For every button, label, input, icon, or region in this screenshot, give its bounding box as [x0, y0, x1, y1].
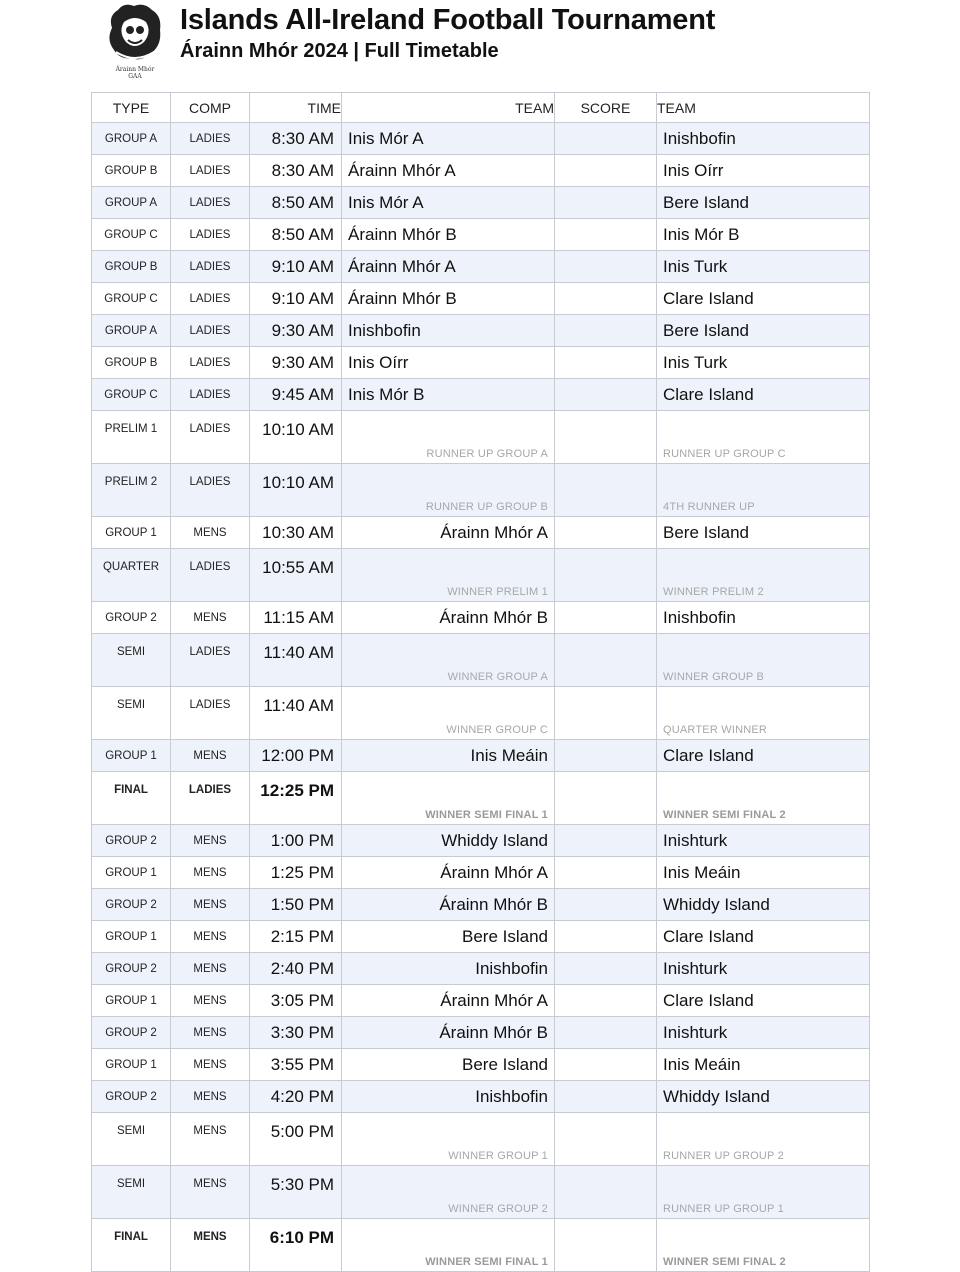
- match-time: 9:10 AM: [250, 283, 342, 315]
- score: [555, 1017, 657, 1049]
- home-team: Árainn Mhór A: [342, 251, 555, 283]
- match-time: 6:10 PM: [250, 1219, 342, 1272]
- home-team: Inis Meáin: [342, 740, 555, 772]
- home-team: Inishbofin: [342, 953, 555, 985]
- competition: LADIES: [171, 187, 250, 219]
- home-team: Inishbofin: [342, 1081, 555, 1113]
- home-team: Árainn Mhór B: [342, 219, 555, 251]
- competition: LADIES: [171, 772, 250, 825]
- competition: LADIES: [171, 315, 250, 347]
- home-team: Inis Oírr: [342, 347, 555, 379]
- score: [555, 1166, 657, 1219]
- match-type: GROUP 1: [92, 517, 171, 549]
- match-time: 11:15 AM: [250, 602, 342, 634]
- home-team: WINNER GROUP 1: [342, 1113, 555, 1166]
- table-row: [92, 517, 870, 549]
- score: [555, 123, 657, 155]
- match-time: 10:30 AM: [250, 517, 342, 549]
- competition: MENS: [171, 1049, 250, 1081]
- match-time: 8:50 AM: [250, 219, 342, 251]
- away-team: Inishbofin: [657, 602, 870, 634]
- score: [555, 857, 657, 889]
- score: [555, 464, 657, 517]
- match-type: GROUP B: [92, 347, 171, 379]
- competition: MENS: [171, 857, 250, 889]
- away-team: WINNER SEMI FINAL 2: [657, 772, 870, 825]
- match-time: 5:30 PM: [250, 1166, 342, 1219]
- competition: MENS: [171, 953, 250, 985]
- competition: LADIES: [171, 379, 250, 411]
- match-type: GROUP 1: [92, 985, 171, 1017]
- away-team: Clare Island: [657, 740, 870, 772]
- home-team: Bere Island: [342, 921, 555, 953]
- score: [555, 1219, 657, 1272]
- match-type: GROUP 2: [92, 602, 171, 634]
- competition: MENS: [171, 602, 250, 634]
- score: [555, 602, 657, 634]
- competition: MENS: [171, 1166, 250, 1219]
- match-type: SEMI: [92, 1113, 171, 1166]
- crest-caption: Árainn Mhór: [115, 66, 155, 73]
- table-row: [92, 283, 870, 315]
- match-time: 12:00 PM: [250, 740, 342, 772]
- score: [555, 825, 657, 857]
- match-type: QUARTER: [92, 549, 171, 602]
- away-team: Inishturk: [657, 825, 870, 857]
- crest-caption-gaa: GAA: [128, 73, 142, 80]
- table-row: [92, 825, 870, 857]
- match-type: GROUP 1: [92, 740, 171, 772]
- away-team: Inis Meáin: [657, 1049, 870, 1081]
- score: [555, 219, 657, 251]
- match-type: GROUP 1: [92, 921, 171, 953]
- match-type: SEMI: [92, 687, 171, 740]
- score: [555, 187, 657, 219]
- competition: MENS: [171, 1081, 250, 1113]
- match-time: 2:15 PM: [250, 921, 342, 953]
- home-team: Árainn Mhór B: [342, 889, 555, 921]
- home-team: RUNNER UP GROUP B: [342, 464, 555, 517]
- match-type: GROUP A: [92, 187, 171, 219]
- table-row: [92, 921, 870, 953]
- match-type: PRELIM 1: [92, 411, 171, 464]
- match-type: GROUP A: [92, 123, 171, 155]
- match-type: GROUP B: [92, 251, 171, 283]
- score: [555, 155, 657, 187]
- away-team: 4TH RUNNER UP: [657, 464, 870, 517]
- away-team: WINNER SEMI FINAL 2: [657, 1219, 870, 1272]
- score: [555, 1113, 657, 1166]
- competition: LADIES: [171, 687, 250, 740]
- score: [555, 517, 657, 549]
- table-row: [92, 857, 870, 889]
- competition: MENS: [171, 985, 250, 1017]
- home-team: Whiddy Island: [342, 825, 555, 857]
- match-type: GROUP 2: [92, 825, 171, 857]
- match-type: GROUP 2: [92, 889, 171, 921]
- away-team: Clare Island: [657, 985, 870, 1017]
- match-type: PRELIM 2: [92, 464, 171, 517]
- match-type: GROUP C: [92, 283, 171, 315]
- home-team: WINNER GROUP A: [342, 634, 555, 687]
- away-team: Clare Island: [657, 921, 870, 953]
- table-row: [92, 464, 870, 517]
- table-row: [92, 549, 870, 602]
- competition: LADIES: [171, 123, 250, 155]
- away-team: Clare Island: [657, 283, 870, 315]
- table-row: [92, 1219, 870, 1272]
- score: [555, 379, 657, 411]
- score: [555, 283, 657, 315]
- match-time: 3:30 PM: [250, 1017, 342, 1049]
- table-row: [92, 602, 870, 634]
- match-time: 1:25 PM: [250, 857, 342, 889]
- away-team: RUNNER UP GROUP C: [657, 411, 870, 464]
- competition: LADIES: [171, 634, 250, 687]
- table-row: [92, 411, 870, 464]
- header-time: TIME: [250, 93, 342, 123]
- table-row: [92, 155, 870, 187]
- header-team-home: TEAM: [342, 93, 555, 123]
- home-team: Bere Island: [342, 1049, 555, 1081]
- match-type: GROUP 2: [92, 1081, 171, 1113]
- table-row: [92, 1081, 870, 1113]
- home-team: WINNER GROUP C: [342, 687, 555, 740]
- table-row: [92, 347, 870, 379]
- home-team: Inis Mór A: [342, 123, 555, 155]
- competition: LADIES: [171, 283, 250, 315]
- competition: LADIES: [171, 411, 250, 464]
- competition: LADIES: [171, 251, 250, 283]
- home-team: Árainn Mhór B: [342, 1017, 555, 1049]
- match-time: 1:50 PM: [250, 889, 342, 921]
- table-row: [92, 219, 870, 251]
- away-team: QUARTER WINNER: [657, 687, 870, 740]
- match-time: 5:00 PM: [250, 1113, 342, 1166]
- score: [555, 1081, 657, 1113]
- table-row: [92, 1166, 870, 1219]
- match-type: GROUP 2: [92, 953, 171, 985]
- away-team: WINNER PRELIM 2: [657, 549, 870, 602]
- table-row: [92, 772, 870, 825]
- competition: MENS: [171, 1017, 250, 1049]
- table-header-row: [92, 93, 870, 123]
- match-time: 9:45 AM: [250, 379, 342, 411]
- table-row: [92, 634, 870, 687]
- match-time: 11:40 AM: [250, 634, 342, 687]
- match-type: GROUP 2: [92, 1017, 171, 1049]
- score: [555, 251, 657, 283]
- table-row: [92, 1049, 870, 1081]
- away-team: Inis Oírr: [657, 155, 870, 187]
- competition: MENS: [171, 921, 250, 953]
- match-time: 8:50 AM: [250, 187, 342, 219]
- timetable-body: [92, 123, 870, 1272]
- table-row: [92, 1017, 870, 1049]
- away-team: WINNER GROUP B: [657, 634, 870, 687]
- match-type: FINAL: [92, 1219, 171, 1272]
- match-time: 3:55 PM: [250, 1049, 342, 1081]
- away-team: RUNNER UP GROUP 1: [657, 1166, 870, 1219]
- home-team: WINNER PRELIM 1: [342, 549, 555, 602]
- competition: MENS: [171, 517, 250, 549]
- score: [555, 347, 657, 379]
- competition: MENS: [171, 825, 250, 857]
- match-type: SEMI: [92, 634, 171, 687]
- score: [555, 921, 657, 953]
- match-time: 4:20 PM: [250, 1081, 342, 1113]
- away-team: Inis Turk: [657, 347, 870, 379]
- away-team: Inis Meáin: [657, 857, 870, 889]
- score: [555, 772, 657, 825]
- match-time: 12:25 PM: [250, 772, 342, 825]
- home-team: WINNER SEMI FINAL 1: [342, 1219, 555, 1272]
- header-comp: COMP: [171, 93, 250, 123]
- competition: MENS: [171, 1113, 250, 1166]
- match-time: 8:30 AM: [250, 123, 342, 155]
- match-time: 2:40 PM: [250, 953, 342, 985]
- match-type: GROUP 1: [92, 857, 171, 889]
- page-subtitle: Árainn Mhór 2024 | Full Timetable: [180, 40, 499, 62]
- match-time: 3:05 PM: [250, 985, 342, 1017]
- table-row: [92, 379, 870, 411]
- match-time: 9:30 AM: [250, 347, 342, 379]
- match-type: GROUP 1: [92, 1049, 171, 1081]
- competition: MENS: [171, 740, 250, 772]
- page-title: Islands All-Ireland Football Tournament: [180, 4, 716, 36]
- table-row: [92, 985, 870, 1017]
- match-type: SEMI: [92, 1166, 171, 1219]
- table-row: [92, 187, 870, 219]
- match-time: 8:30 AM: [250, 155, 342, 187]
- table-row: [92, 953, 870, 985]
- away-team: Inis Mór B: [657, 219, 870, 251]
- score: [555, 687, 657, 740]
- competition: LADIES: [171, 347, 250, 379]
- header-type: TYPE: [92, 93, 171, 123]
- score: [555, 889, 657, 921]
- score: [555, 634, 657, 687]
- home-team: Árainn Mhór A: [342, 985, 555, 1017]
- crest-icon: [104, 2, 166, 64]
- header-score: SCORE: [555, 93, 657, 123]
- competition: LADIES: [171, 219, 250, 251]
- away-team: Inishturk: [657, 1017, 870, 1049]
- header-team-away: TEAM: [657, 93, 870, 123]
- away-team: Whiddy Island: [657, 889, 870, 921]
- score: [555, 1049, 657, 1081]
- table-row: [92, 1113, 870, 1166]
- match-time: 9:30 AM: [250, 315, 342, 347]
- table-row: [92, 251, 870, 283]
- match-type: GROUP B: [92, 155, 171, 187]
- home-team: WINNER SEMI FINAL 1: [342, 772, 555, 825]
- table-row: [92, 740, 870, 772]
- competition: MENS: [171, 1219, 250, 1272]
- away-team: Bere Island: [657, 315, 870, 347]
- score: [555, 953, 657, 985]
- home-team: Inishbofin: [342, 315, 555, 347]
- match-type: GROUP A: [92, 315, 171, 347]
- away-team: Clare Island: [657, 379, 870, 411]
- competition: MENS: [171, 889, 250, 921]
- match-time: 1:00 PM: [250, 825, 342, 857]
- table-row: [92, 123, 870, 155]
- match-type: GROUP C: [92, 379, 171, 411]
- match-time: 10:10 AM: [250, 464, 342, 517]
- away-team: Inishbofin: [657, 123, 870, 155]
- score: [555, 985, 657, 1017]
- home-team: Árainn Mhór B: [342, 602, 555, 634]
- home-team: Árainn Mhór B: [342, 283, 555, 315]
- away-team: Whiddy Island: [657, 1081, 870, 1113]
- home-team: Árainn Mhór A: [342, 155, 555, 187]
- club-crest-logo: [104, 2, 166, 82]
- home-team: WINNER GROUP 2: [342, 1166, 555, 1219]
- away-team: Inishturk: [657, 953, 870, 985]
- table-row: [92, 687, 870, 740]
- score: [555, 315, 657, 347]
- competition: LADIES: [171, 464, 250, 517]
- away-team: Bere Island: [657, 517, 870, 549]
- home-team: RUNNER UP GROUP A: [342, 411, 555, 464]
- table-row: [92, 315, 870, 347]
- home-team: Árainn Mhór A: [342, 857, 555, 889]
- match-type: GROUP C: [92, 219, 171, 251]
- competition: LADIES: [171, 549, 250, 602]
- match-time: 10:55 AM: [250, 549, 342, 602]
- home-team: Inis Mór B: [342, 379, 555, 411]
- match-time: 11:40 AM: [250, 687, 342, 740]
- score: [555, 549, 657, 602]
- competition: LADIES: [171, 155, 250, 187]
- away-team: Bere Island: [657, 187, 870, 219]
- timetable: [91, 92, 870, 1272]
- match-type: FINAL: [92, 772, 171, 825]
- away-team: RUNNER UP GROUP 2: [657, 1113, 870, 1166]
- score: [555, 740, 657, 772]
- match-time: 9:10 AM: [250, 251, 342, 283]
- score: [555, 411, 657, 464]
- away-team: Inis Turk: [657, 251, 870, 283]
- home-team: Árainn Mhór A: [342, 517, 555, 549]
- match-time: 10:10 AM: [250, 411, 342, 464]
- table-row: [92, 889, 870, 921]
- home-team: Inis Mór A: [342, 187, 555, 219]
